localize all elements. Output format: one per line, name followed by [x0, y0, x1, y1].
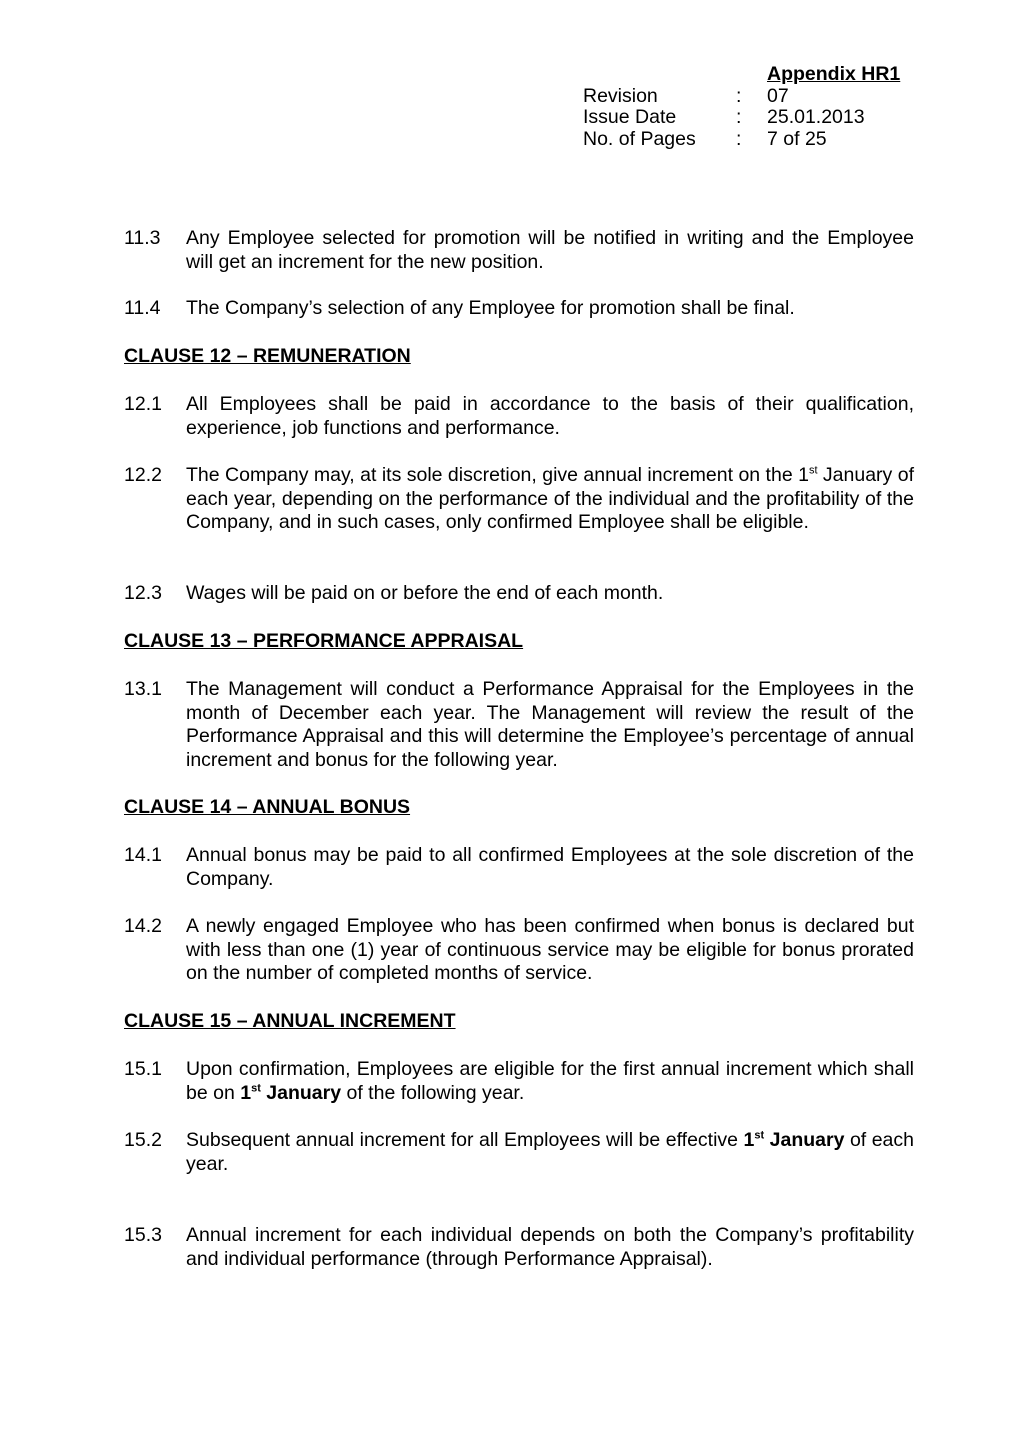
clause-item-11-3 — [124, 227, 914, 274]
item-text — [186, 1058, 914, 1105]
date-emphasis: 1 — [240, 1081, 252, 1104]
meta-value: 25.01.2013 — [767, 106, 865, 128]
item-text: All Employees shall be paid in accordance to the basis of their qualification, experience, job functions and performance. — [186, 393, 914, 439]
date-emphasis: January — [260, 1081, 342, 1104]
item-text: Any Employee selected for promotion will be notified in writing and the Employee will get an increment for the new position. — [186, 227, 914, 273]
ordinal-suffix: st — [754, 1129, 765, 1142]
item-text — [186, 464, 914, 535]
item-number: 14.2 — [124, 915, 162, 937]
item-text: The Company’s selection of any Employee for promotion shall be final. — [186, 297, 795, 319]
item-text-part: Upon confirmation, Employees are eligible for the first annual increment which shall be on — [186, 1058, 914, 1104]
clause-item-12-3 — [124, 582, 914, 606]
item-number: 15.1 — [124, 1058, 162, 1080]
item-number: 14.1 — [124, 844, 162, 866]
item-text: A newly engaged Employee who has been confirmed when bonus is declared but with less than one (1) year of continuous service may be eligible for bonus prorated on the number of completed months of service. — [186, 915, 914, 985]
clause-14-heading: CLAUSE 14 – ANNUAL BONUS — [124, 796, 411, 818]
clause-12-heading: CLAUSE 12 – REMUNERATION — [124, 345, 411, 367]
clause-item-11-4 — [124, 297, 914, 321]
clause-item-14-2 — [124, 915, 914, 986]
item-number: 12.2 — [124, 464, 162, 486]
item-text: The Management will conduct a Performance Appraisal for the Employees in the month of December each year. The Management will review the result of the Performance Appraisal and this will determine the Employee’s percentage of annual increment and bonus for the following year. — [186, 678, 914, 771]
clause-13-heading: CLAUSE 13 – PERFORMANCE APPRAISAL — [124, 630, 524, 652]
item-number: 11.3 — [124, 227, 161, 249]
meta-row-revision — [583, 85, 943, 107]
meta-colon: : — [736, 128, 742, 150]
clause-item-15-1 — [124, 1058, 914, 1105]
item-number: 11.4 — [124, 297, 161, 319]
clause-item-15-3 — [124, 1224, 914, 1271]
item-text-part: of the following year. — [341, 1081, 525, 1104]
item-number: 13.1 — [124, 678, 162, 700]
item-text-part: of each year. — [186, 1129, 914, 1175]
clause-15-heading: CLAUSE 15 – ANNUAL INCREMENT — [124, 1010, 456, 1032]
ordinal-suffix: st — [808, 464, 818, 477]
clause-item-13-1 — [124, 678, 914, 772]
date-emphasis: January — [764, 1129, 845, 1151]
meta-label: Revision — [583, 85, 658, 107]
item-number: 12.1 — [124, 393, 162, 415]
meta-value: 07 — [767, 85, 789, 107]
meta-row-issue-date — [583, 106, 943, 128]
clause-item-12-2 — [124, 464, 914, 535]
ordinal-suffix: st — [251, 1082, 261, 1095]
clause-item-15-2 — [124, 1129, 914, 1176]
item-text: Annual increment for each individual depends on both the Company’s profitability and individual performance (through Performance Appraisal). — [186, 1224, 914, 1270]
item-text-part: Subsequent annual increment for all Employees will be effective — [186, 1129, 744, 1151]
meta-row-pages — [583, 128, 943, 150]
meta-label: Issue Date — [583, 106, 677, 128]
item-text: Wages will be paid on or before the end of each month. — [186, 582, 664, 604]
item-text — [186, 1129, 914, 1176]
clause-item-14-1 — [124, 844, 914, 891]
item-number: 15.3 — [124, 1224, 162, 1246]
meta-label: No. of Pages — [583, 128, 696, 150]
item-text: Annual bonus may be paid to all confirmed Employees at the sole discretion of the Company. — [186, 844, 914, 890]
meta-colon: : — [736, 85, 742, 107]
item-text-part: January of each year, depending on the performance of the individual and the profitability of the Company, and in such cases, only confirmed Employee shall be eligible. — [186, 464, 914, 534]
item-text-part: The Company may, at its sole discretion, give annual increment on the 1 — [186, 464, 809, 486]
appendix-title: Appendix HR1 — [767, 63, 901, 85]
date-emphasis: 1 — [743, 1129, 755, 1151]
meta-colon: : — [736, 106, 742, 128]
item-number: 15.2 — [124, 1129, 162, 1151]
clause-item-12-1 — [124, 393, 914, 440]
item-number: 12.3 — [124, 582, 162, 604]
meta-value: 7 of 25 — [767, 128, 827, 150]
